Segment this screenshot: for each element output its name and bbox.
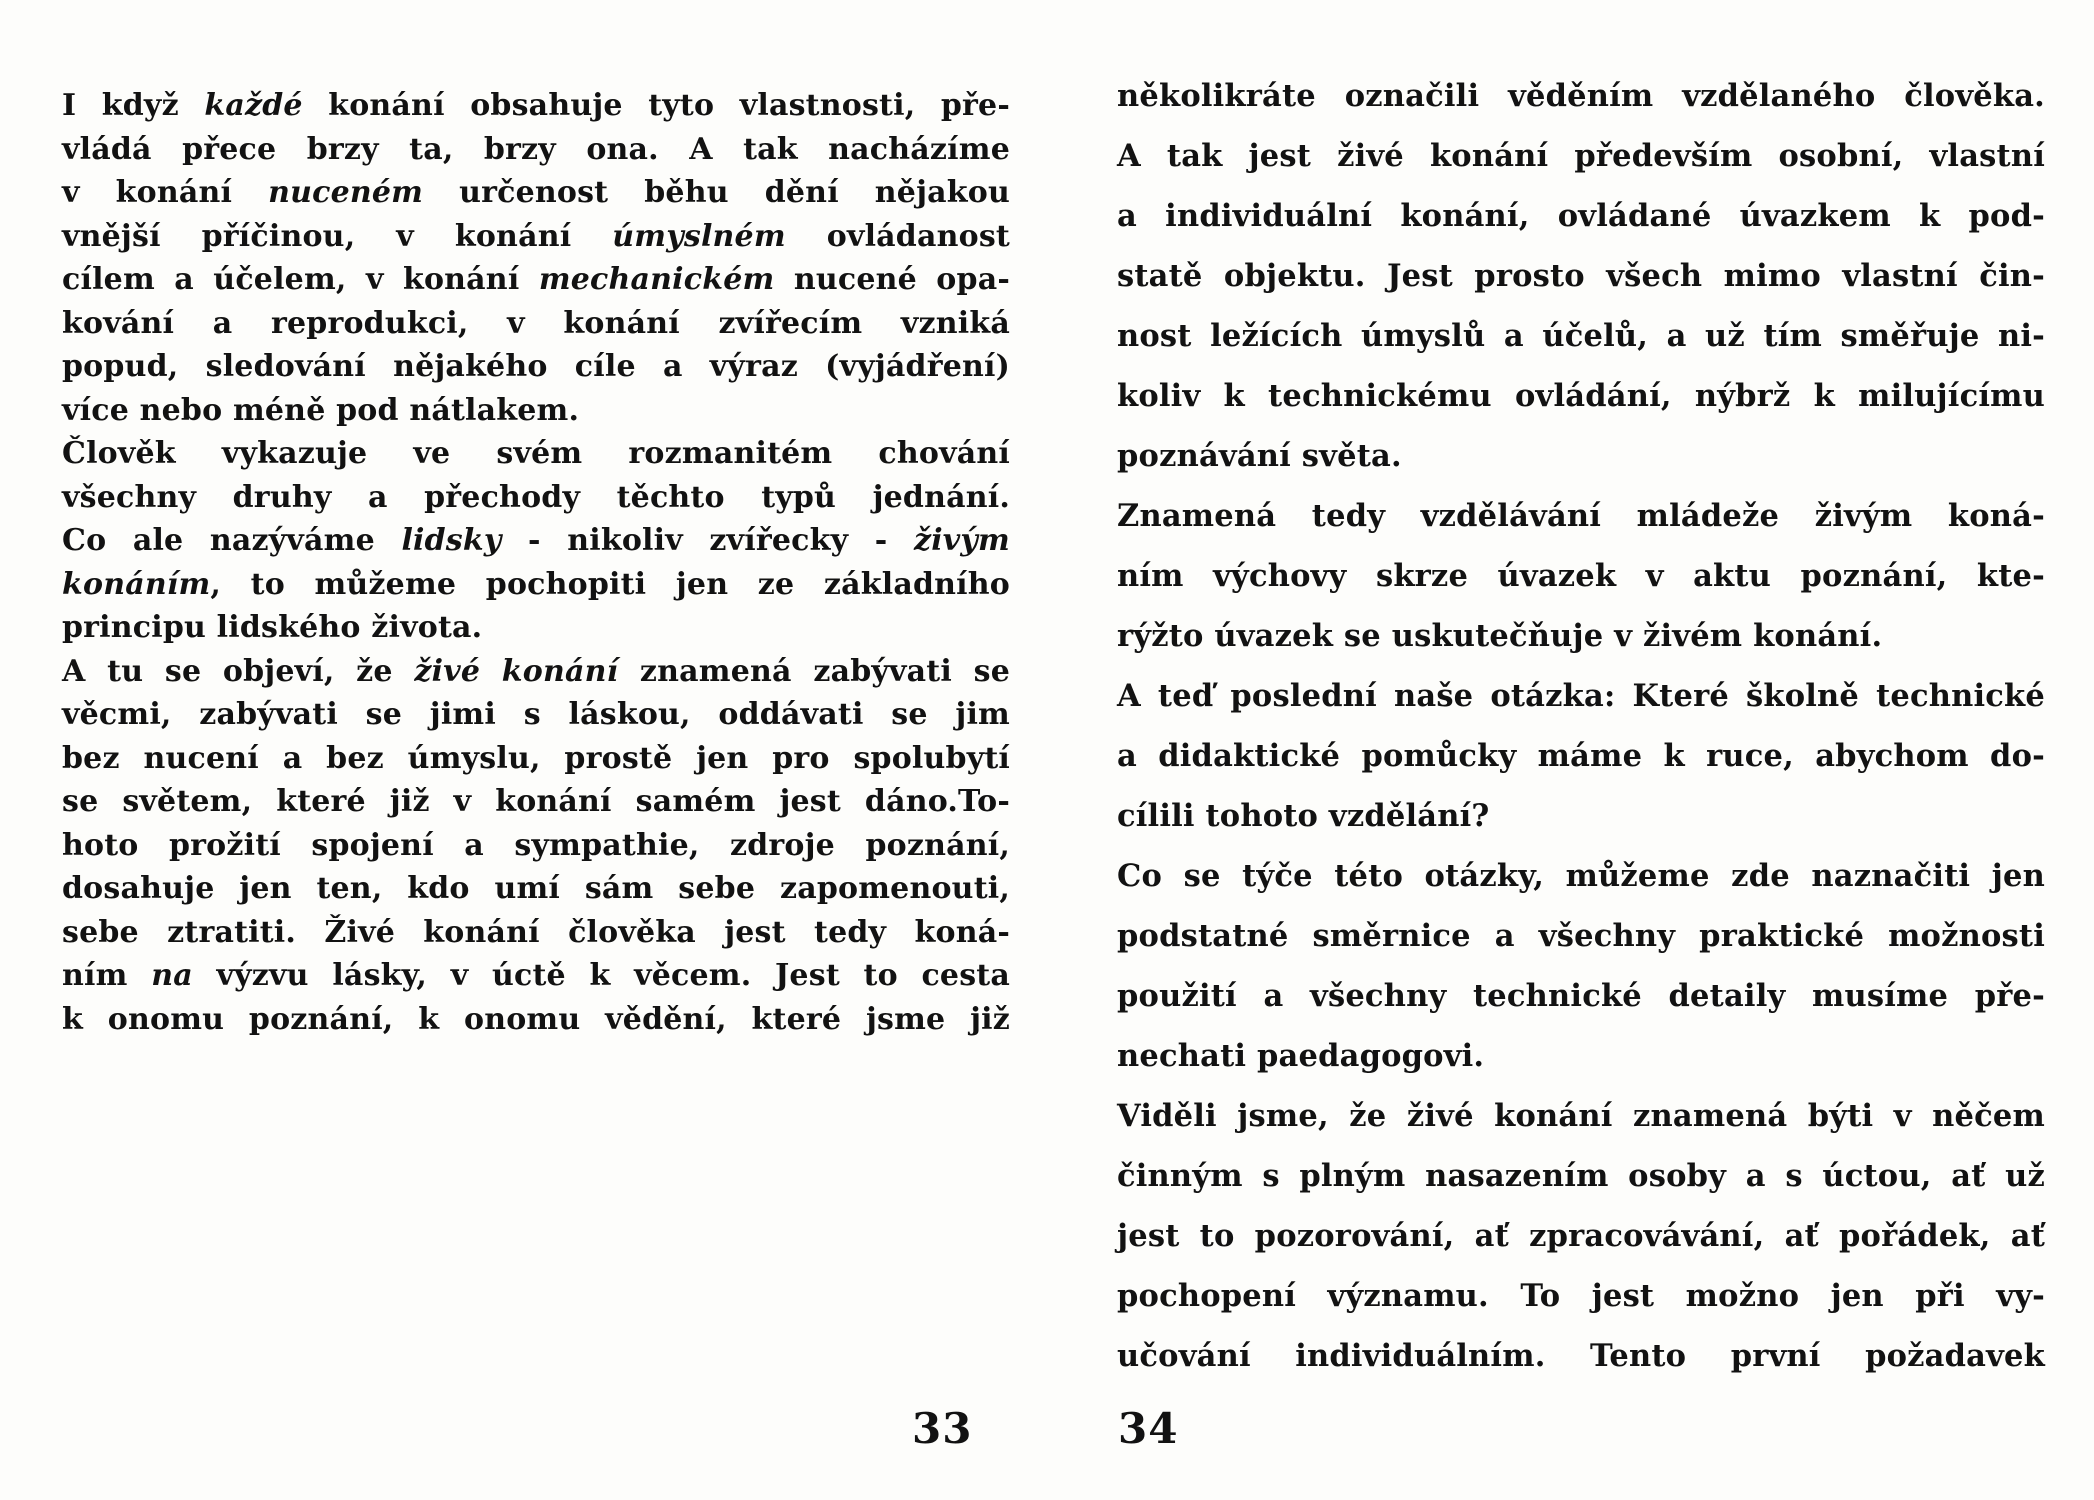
text-run: - nikoliv zvířecky - [501, 523, 914, 558]
text-line [1117, 306, 2045, 366]
text-line [1117, 186, 2045, 246]
text-run: znamená zabývati se [618, 653, 1010, 689]
text-run: se světem, které již v konání samém jest dáno.To- [62, 784, 1010, 819]
text-line [62, 998, 1010, 1042]
text-line [1117, 846, 2045, 906]
text-line [62, 911, 1010, 955]
text-run: použití a všechny technické detaily musíme pře- [1117, 978, 2045, 1014]
text-run: A tak jest živé konání především osobní, vlastní [1117, 138, 2045, 174]
text-run: učování individuálním. Tento první požadavek [1117, 1338, 2045, 1374]
text-run: A tu se objeví, že [62, 653, 415, 689]
italic-text-run: každé [204, 88, 303, 123]
text-run: hoto prožití spojení a sympathie, zdroje poznání, [62, 827, 1010, 863]
text-run: výzvu lásky, v úctě k věcem. Jest to cesta [192, 958, 1010, 993]
text-run: všechny druhy a přechody těchto typů jednání. [62, 479, 1010, 515]
text-run: sebe ztratiti. Živé konání člověka jest tedy koná- [62, 914, 1010, 950]
italic-text-run: na [151, 958, 193, 993]
text-run: ovládanost [785, 218, 1010, 254]
text-run: činným s plným nasazením osoby a s úctou, ať už [1117, 1158, 2045, 1194]
text-line [62, 171, 1010, 215]
text-line [1117, 1326, 2045, 1386]
text-run: konání obsahuje tyto vlastnosti, pře- [302, 88, 1010, 123]
text-run: určenost běhu dění nějakou [423, 175, 1010, 210]
text-line [62, 737, 1010, 781]
text-run: podstatné směrnice a všechny praktické možnosti [1117, 918, 2045, 954]
text-run: věcmi, zabývati se jimi s láskou, oddávati se jim [62, 697, 1010, 732]
text-line [1117, 1086, 2045, 1146]
text-run: vládá přece brzy ta, brzy ona. A tak nacházíme [62, 131, 1010, 167]
text-run: kování a reprodukci, v konání zvířecím vzniká [62, 305, 1010, 341]
text-line [1117, 426, 2045, 486]
italic-text-run: mechanickém [538, 262, 775, 297]
text-line [62, 389, 1010, 433]
italic-text-run: úmyslném [612, 218, 786, 254]
text-run: principu lidského života. [62, 610, 483, 645]
text-run: popud, sledování nějakého cíle a výraz (vyjádření) [62, 349, 1010, 384]
italic-text-run: nuceném [268, 175, 424, 210]
text-run: Znamená tedy vzdělávání mládeže živým koná- [1117, 498, 2045, 534]
text-run: poznávání světa. [1117, 438, 1402, 474]
text-line [62, 128, 1010, 172]
text-line [1117, 546, 2045, 606]
text-line [1117, 1206, 2045, 1266]
text-run: Co se týče této otázky, můžeme zde naznačiti jen [1117, 858, 2045, 894]
text-line [1117, 126, 2045, 186]
italic-text-run: lidsky [401, 523, 502, 558]
text-line [1117, 966, 2045, 1026]
text-line [1117, 906, 2045, 966]
text-line [1117, 1026, 2045, 1086]
text-line [62, 84, 1010, 128]
text-run: , to můžeme pochopiti jen ze základního [210, 566, 1010, 602]
text-run: koliv k technickému ovládání, nýbrž k milujícímu [1117, 378, 2045, 414]
italic-text-run: živým [913, 523, 1010, 558]
text-line [62, 432, 1010, 476]
text-run: v konání [62, 175, 269, 210]
text-line [1117, 486, 2045, 546]
text-run: dosahuje jen ten, kdo umí sám sebe zapomenouti, [62, 871, 1010, 906]
text-line [1117, 1146, 2045, 1206]
text-run: nechati paedagogovi. [1117, 1038, 1485, 1074]
text-run: ním [62, 958, 152, 993]
text-run: cílem a účelem, v konání [62, 262, 539, 297]
text-line [1117, 786, 2045, 846]
italic-text-run: konáním [62, 566, 211, 602]
text-line [62, 954, 1010, 998]
text-run: bez nucení a bez úmyslu, prostě jen pro spolubytí [62, 740, 1010, 776]
text-run: pochopení významu. To jest možno jen při vy- [1117, 1278, 2045, 1314]
text-run: Co ale nazýváme [62, 523, 402, 558]
page-number-33: 33 [912, 1404, 973, 1453]
text-line [1117, 666, 2045, 726]
text-run: k onomu poznání, k onomu vědění, které jsme již [62, 1001, 1010, 1037]
text-line [62, 258, 1010, 302]
text-run: více nebo méně pod nátlakem. [62, 392, 580, 428]
text-run: rýžto úvazek se uskutečňuje v živém konání. [1117, 618, 1883, 654]
page-34-text [1117, 66, 2045, 1386]
text-line [1117, 1266, 2045, 1326]
text-line [62, 824, 1010, 868]
text-line [62, 780, 1010, 824]
text-run: I když [62, 88, 205, 123]
text-run: a didaktické pomůcky máme k ruce, abychom do- [1117, 738, 2045, 774]
text-line [1117, 366, 2045, 426]
text-line [62, 693, 1010, 737]
text-run: Viděli jsme, že živé konání znamená býti v něčem [1117, 1098, 2045, 1134]
text-line [1117, 66, 2045, 126]
text-line [1117, 726, 2045, 786]
text-line [1117, 246, 2045, 306]
text-line [62, 650, 1010, 694]
text-line [62, 563, 1010, 607]
text-line [1117, 606, 2045, 666]
italic-text-run: živé konání [414, 653, 619, 689]
text-run: Člověk vykazuje ve svém rozmanitém chování [62, 436, 1010, 471]
text-run: statě objektu. Jest prosto všech mimo vlastní čin- [1117, 258, 2045, 294]
text-run: a individuální konání, ovládané úvazkem k pod- [1117, 198, 2045, 234]
text-run: vnější příčinou, v konání [62, 218, 613, 254]
text-run: nost ležících úmyslů a účelů, a už tím směřuje ni- [1117, 318, 2045, 354]
text-run: ním výchovy skrze úvazek v aktu poznání, kte- [1117, 558, 2045, 594]
text-line [62, 215, 1010, 259]
text-run: A teď poslední naše otázka: Které školně technické [1117, 678, 2045, 714]
text-run: cílili tohoto vzdělání? [1117, 798, 1490, 834]
text-line [62, 519, 1010, 563]
text-line [62, 476, 1010, 520]
text-run: nucené opa- [774, 262, 1010, 297]
text-line [62, 345, 1010, 389]
page-33-text [62, 84, 1010, 1041]
text-line [62, 606, 1010, 650]
text-run: jest to pozorování, ať zpracovávání, ať pořádek, ať [1117, 1218, 2045, 1254]
page-number-34: 34 [1118, 1404, 1179, 1453]
text-line [62, 302, 1010, 346]
text-run: několikráte označili věděním vzdělaného člověka. [1117, 78, 2045, 114]
text-line [62, 867, 1010, 911]
